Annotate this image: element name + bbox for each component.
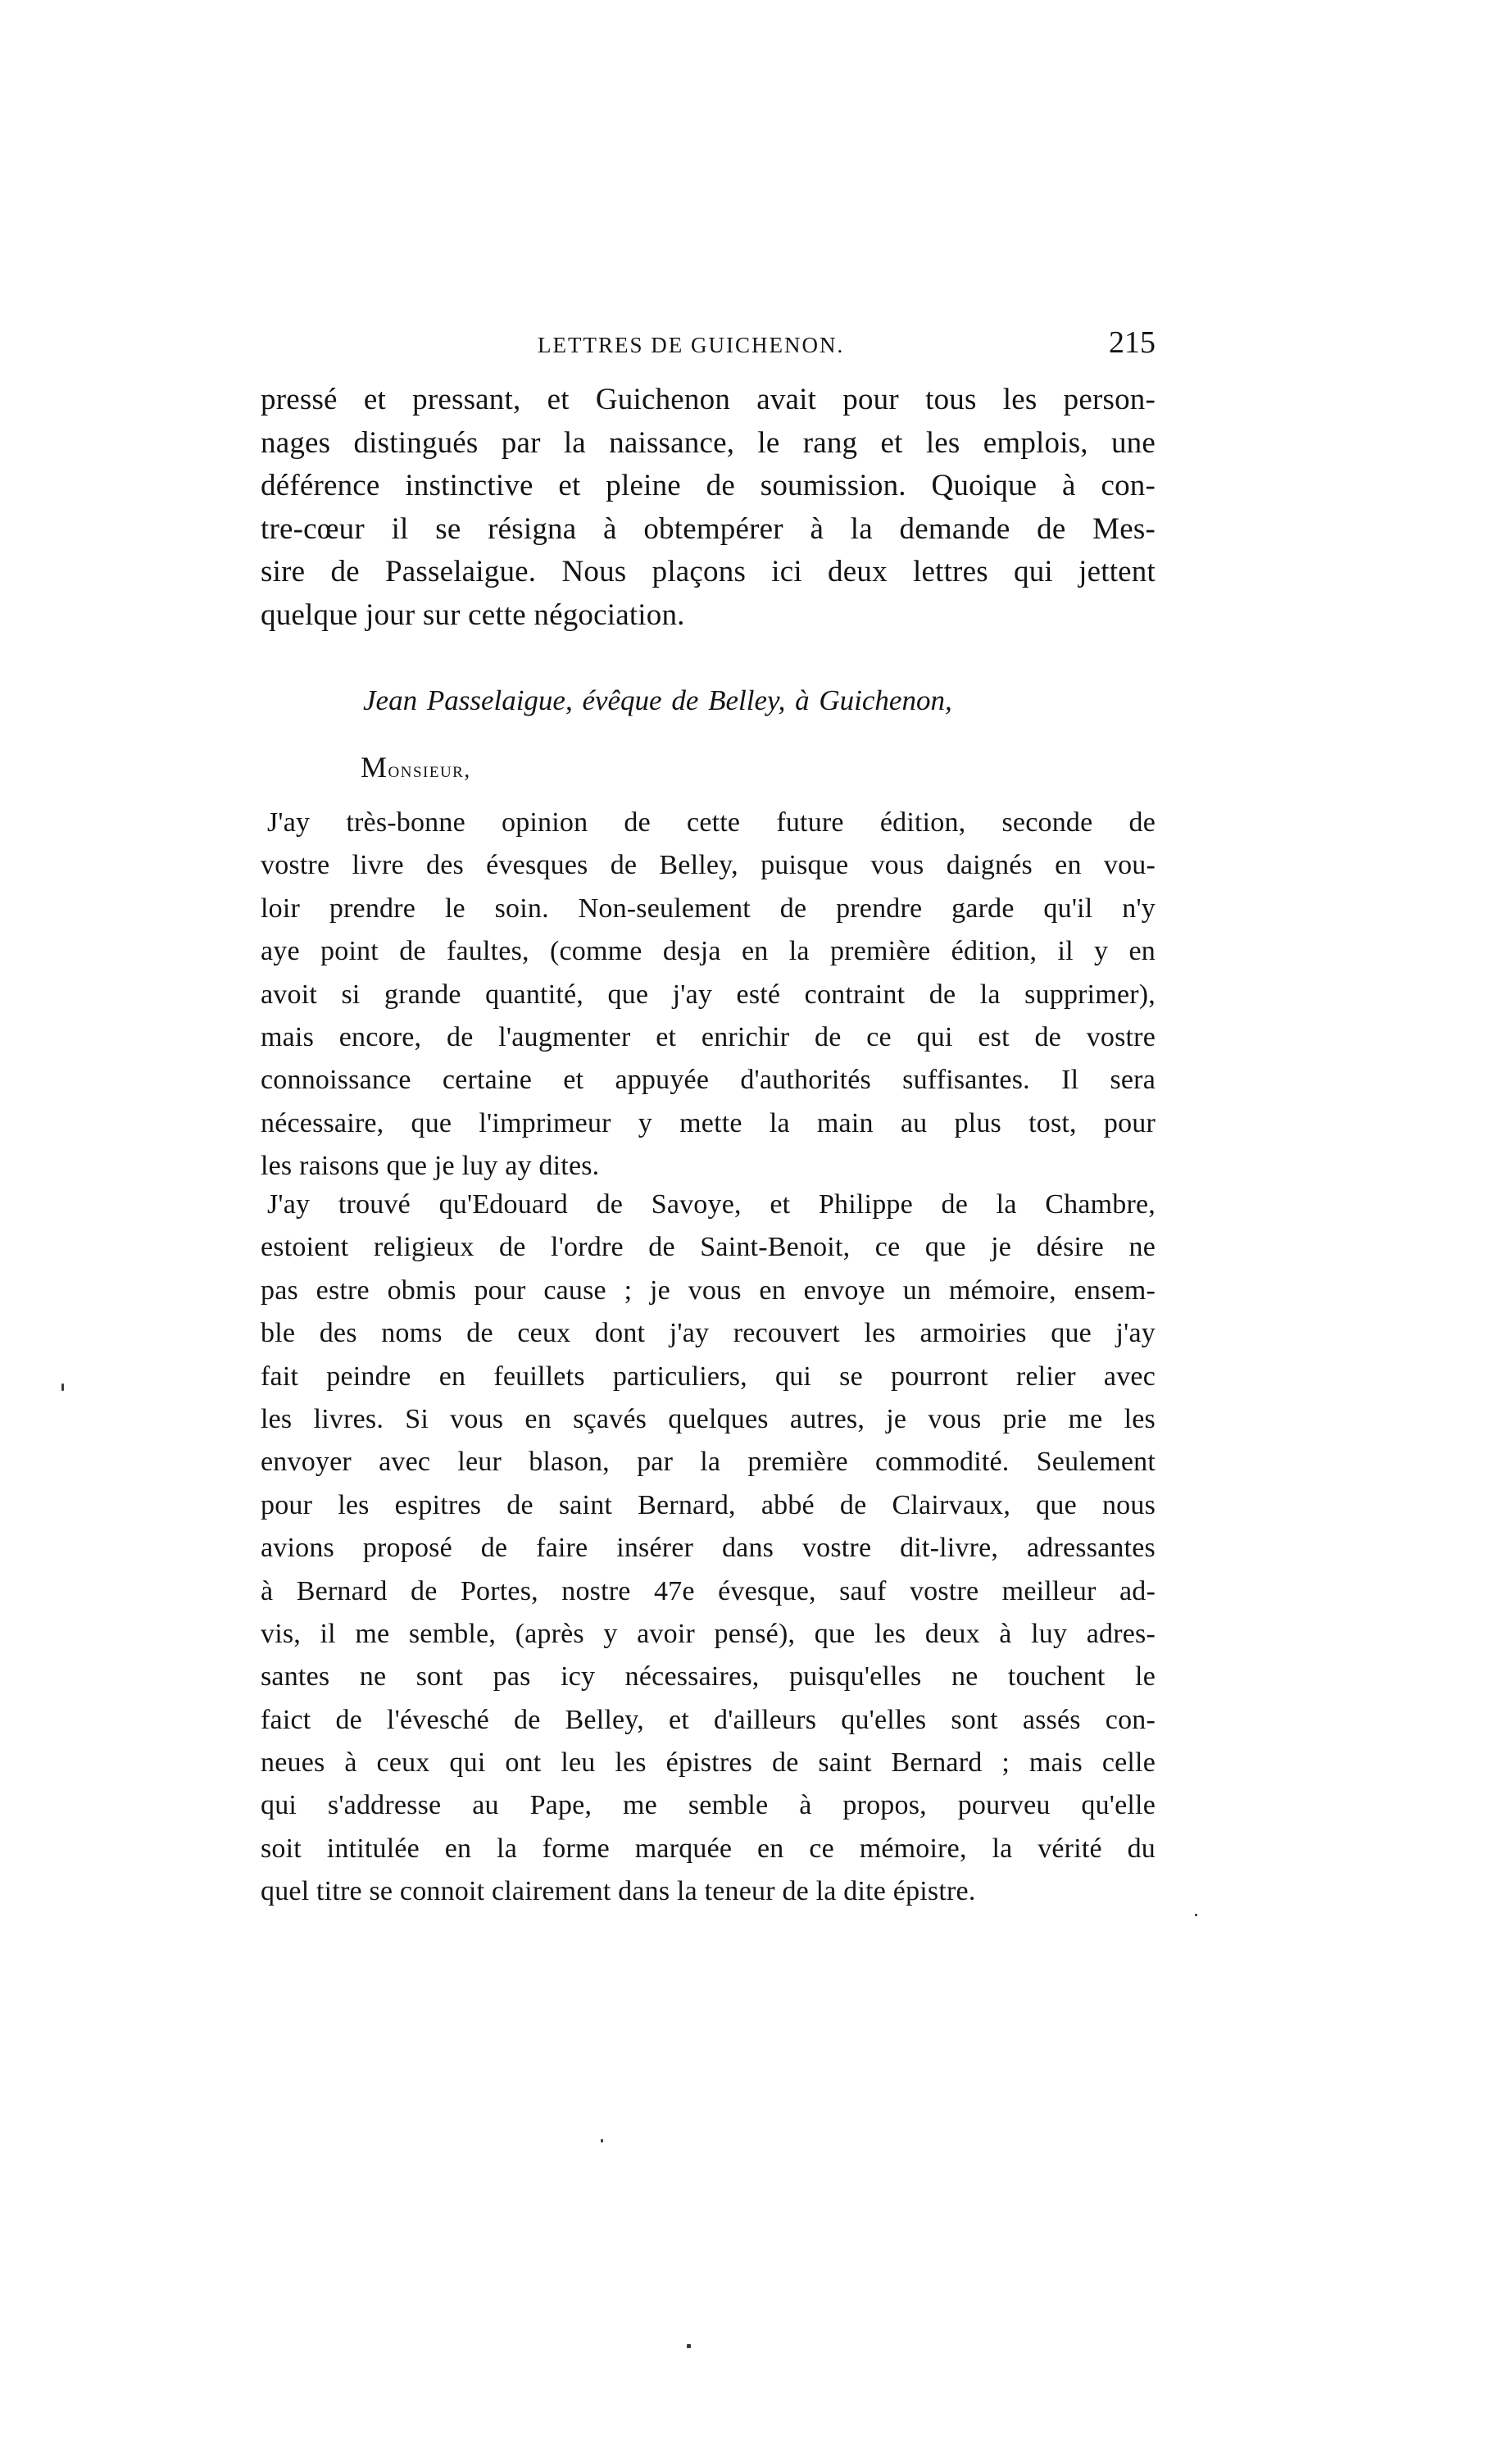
text-line: quelque jour sur cette négociation. [261,597,685,632]
ink-speck [61,1383,64,1391]
letter-paragraph-1 [261,802,1156,1188]
running-title: LETTRES DE GUICHENON. [538,333,845,357]
text-line: loir prendre le soin. Non-seulement de prendre garde qu'il n'y [261,893,1156,924]
salutation-initial: M [361,751,388,784]
text-line: J'ay trouvé qu'Edouard de Savoye, et Philippe de la Chambre, [267,1189,1156,1220]
text-line: quel titre se connoit clairement dans la teneur de la dite épistre. [261,1876,976,1907]
salutation-rest: onsieur, [388,757,471,782]
text-line: tre-cœur il se résigna à obtempérer à la demande de Mes- [261,511,1156,546]
text-line: avions proposé de faire insérer dans vostre dit-livre, adressantes [261,1533,1156,1564]
running-head [261,324,1156,365]
text-line: vostre livre des évesques de Belley, puisque vous daignés en vou- [261,850,1156,881]
text-line: vis, il me semble, (après y avoir pensé), que les deux à luy adres- [261,1618,1156,1649]
text-line: nécessaire, que l'imprimeur y mette la main au plus tost, pour [261,1107,1156,1138]
ink-speck [1195,1914,1197,1916]
letter-paragraph-2 [261,1184,1156,1914]
text-line: santes ne sont pas icy nécessaires, puisqu'elles ne touchent le [261,1661,1156,1692]
text-line: avoit si grande quantité, que j'ay esté contraint de la supprimer), [261,979,1156,1010]
text-line: estoient religieux de l'ordre de Saint-Benoit, ce que je désire ne [261,1232,1156,1263]
text-line: fait peindre en feuillets particuliers, qui se pourront relier avec [261,1361,1156,1392]
text-line: envoyer avec leur blason, par la première commodité. Seulement [261,1447,1156,1478]
text-line: sire de Passelaigue. Nous plaçons ici deux lettres qui jettent [261,555,1156,588]
letter-salutation [361,751,471,786]
text-line: ble des noms de ceux dont j'ay recouvert les armoiries que j'ay [261,1318,1156,1349]
text-line: à Bernard de Portes, nostre 47e évesque, sauf vostre meilleur ad- [261,1575,1156,1606]
ink-speck [601,2139,603,2142]
text-line: déférence instinctive et pleine de soumission. Quoique à con- [261,469,1156,502]
text-line: nages distingués par la naissance, le rang et les emplois, une [261,425,1156,460]
text-line: faict de l'évesché de Belley, et d'ailleurs qu'elles sont assés con- [261,1704,1156,1735]
page-number: 215 [1109,325,1156,360]
letter-heading: Jean Passelaigue, évêque de Belley, à Guichenon, [363,684,952,716]
text-line: les raisons que je luy ay dites. [261,1151,600,1182]
text-line: J'ay très-bonne opinion de cette future édition, seconde de [267,807,1156,838]
text-line: aye point de faultes, (comme desja en la première édition, il y en [261,936,1156,967]
text-line: pressé et pressant, et Guichenon avait pour tous les person- [261,383,1156,416]
ink-speck [687,2344,691,2348]
text-line: connoissance certaine et appuyée d'authorités suffisantes. Il sera [261,1065,1156,1096]
text-line: neues à ceux qui ont leu les épistres de saint Bernard ; mais celle [261,1747,1156,1779]
text-line: pas estre obmis pour cause ; je vous en envoye un mémoire, ensem- [261,1274,1156,1306]
text-line: les livres. Si vous en sçavés quelques autres, je vous prie me les [261,1403,1156,1434]
intro-paragraph [261,379,1156,637]
text-line: pour les espitres de saint Bernard, abbé de Clairvaux, que nous [261,1489,1156,1520]
text-line: qui s'addresse au Pape, me semble à propos, pourveu qu'elle [261,1790,1156,1821]
text-line: soit intitulée en la forme marquée en ce mémoire, la vérité du [261,1833,1156,1864]
text-line: mais encore, de l'augmenter et enrichir de ce qui est de vostre [261,1021,1156,1052]
